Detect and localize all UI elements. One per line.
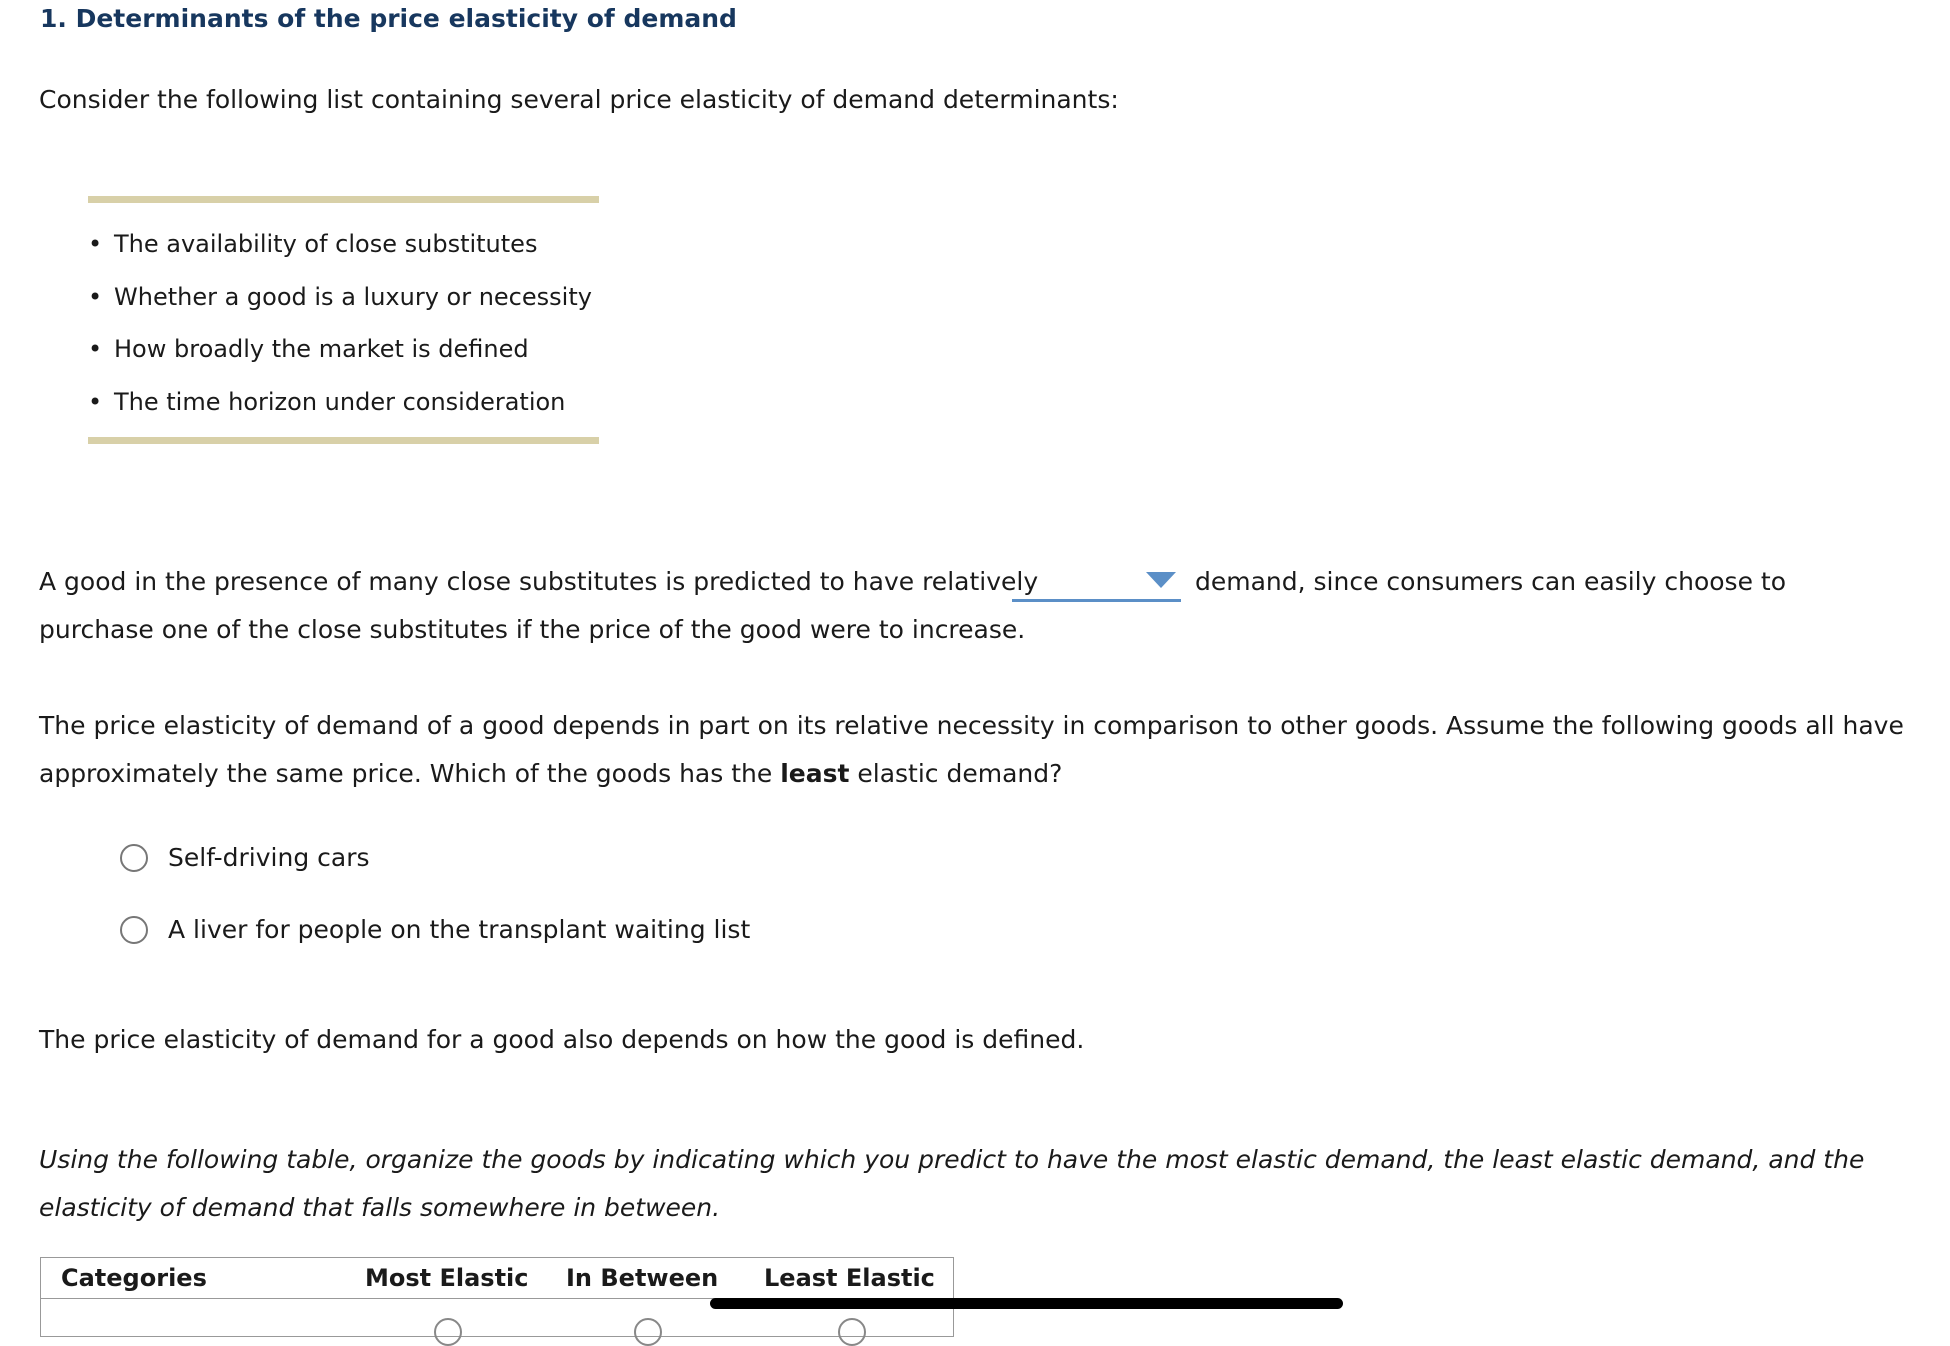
- q2-text-post: elastic demand?: [849, 759, 1063, 788]
- option-label: A liver for people on the transplant waiting list: [168, 915, 751, 944]
- option-liver[interactable]: [120, 915, 750, 944]
- determinants-list: [88, 218, 592, 428]
- list-bottom-rule: [88, 437, 599, 444]
- table-header-row: [41, 1258, 953, 1299]
- list-top-rule: [88, 196, 599, 203]
- q2-text-pre: approximately the same price. Which of the goods has the: [39, 759, 781, 788]
- categories-table: [40, 1257, 954, 1337]
- option-self-driving-cars[interactable]: [120, 843, 370, 872]
- radio-least-elastic[interactable]: [838, 1318, 866, 1346]
- q2-text-line2: [39, 750, 1062, 798]
- header-categories: Categories: [61, 1264, 207, 1292]
- q2-text-line1: The price elasticity of demand of a good depends in part on its relative necessity in comparison to other goods. Assume the following goods all have: [39, 711, 1904, 740]
- radio-most-elastic[interactable]: [434, 1318, 462, 1346]
- page-title: 1. Determinants of the price elasticity of demand: [40, 4, 737, 33]
- horizontal-scrollbar[interactable]: [710, 1298, 1343, 1309]
- option-label: Self-driving cars: [168, 843, 370, 872]
- q1-text-line2: purchase one of the close substitutes if the price of the good were to increase.: [39, 615, 1026, 644]
- list-item: • Whether a good is a luxury or necessity: [88, 271, 592, 324]
- q1-text-before: A good in the presence of many close substitutes is predicted to have relatively: [39, 567, 1039, 596]
- q3-statement: The price elasticity of demand for a good also depends on how the good is defined.: [39, 1025, 1085, 1054]
- q3-instructions-line1: Using the following table, organize the goods by indicating which you predict to have the most elastic demand, the least elastic demand, and the: [39, 1145, 1865, 1174]
- elasticity-dropdown[interactable]: [1012, 566, 1181, 602]
- radio-button[interactable]: [120, 916, 148, 944]
- q1-text-after: demand, since consumers can easily choose to: [1195, 567, 1787, 596]
- radio-button[interactable]: [120, 844, 148, 872]
- header-least-elastic: Least Elastic: [764, 1264, 935, 1292]
- header-in-between: In Between: [566, 1264, 719, 1292]
- list-item: • How broadly the market is defined: [88, 323, 592, 376]
- chevron-down-icon: [1146, 572, 1176, 588]
- list-item: • The time horizon under consideration: [88, 376, 592, 429]
- intro-text: Consider the following list containing several price elasticity of demand determinants:: [39, 85, 1119, 114]
- header-most-elastic: Most Elastic: [365, 1264, 529, 1292]
- q3-instructions-line2: elasticity of demand that falls somewhere in between.: [39, 1193, 721, 1222]
- list-item: • The availability of close substitutes: [88, 218, 592, 271]
- radio-in-between[interactable]: [634, 1318, 662, 1346]
- q2-text-bold: least: [780, 759, 850, 788]
